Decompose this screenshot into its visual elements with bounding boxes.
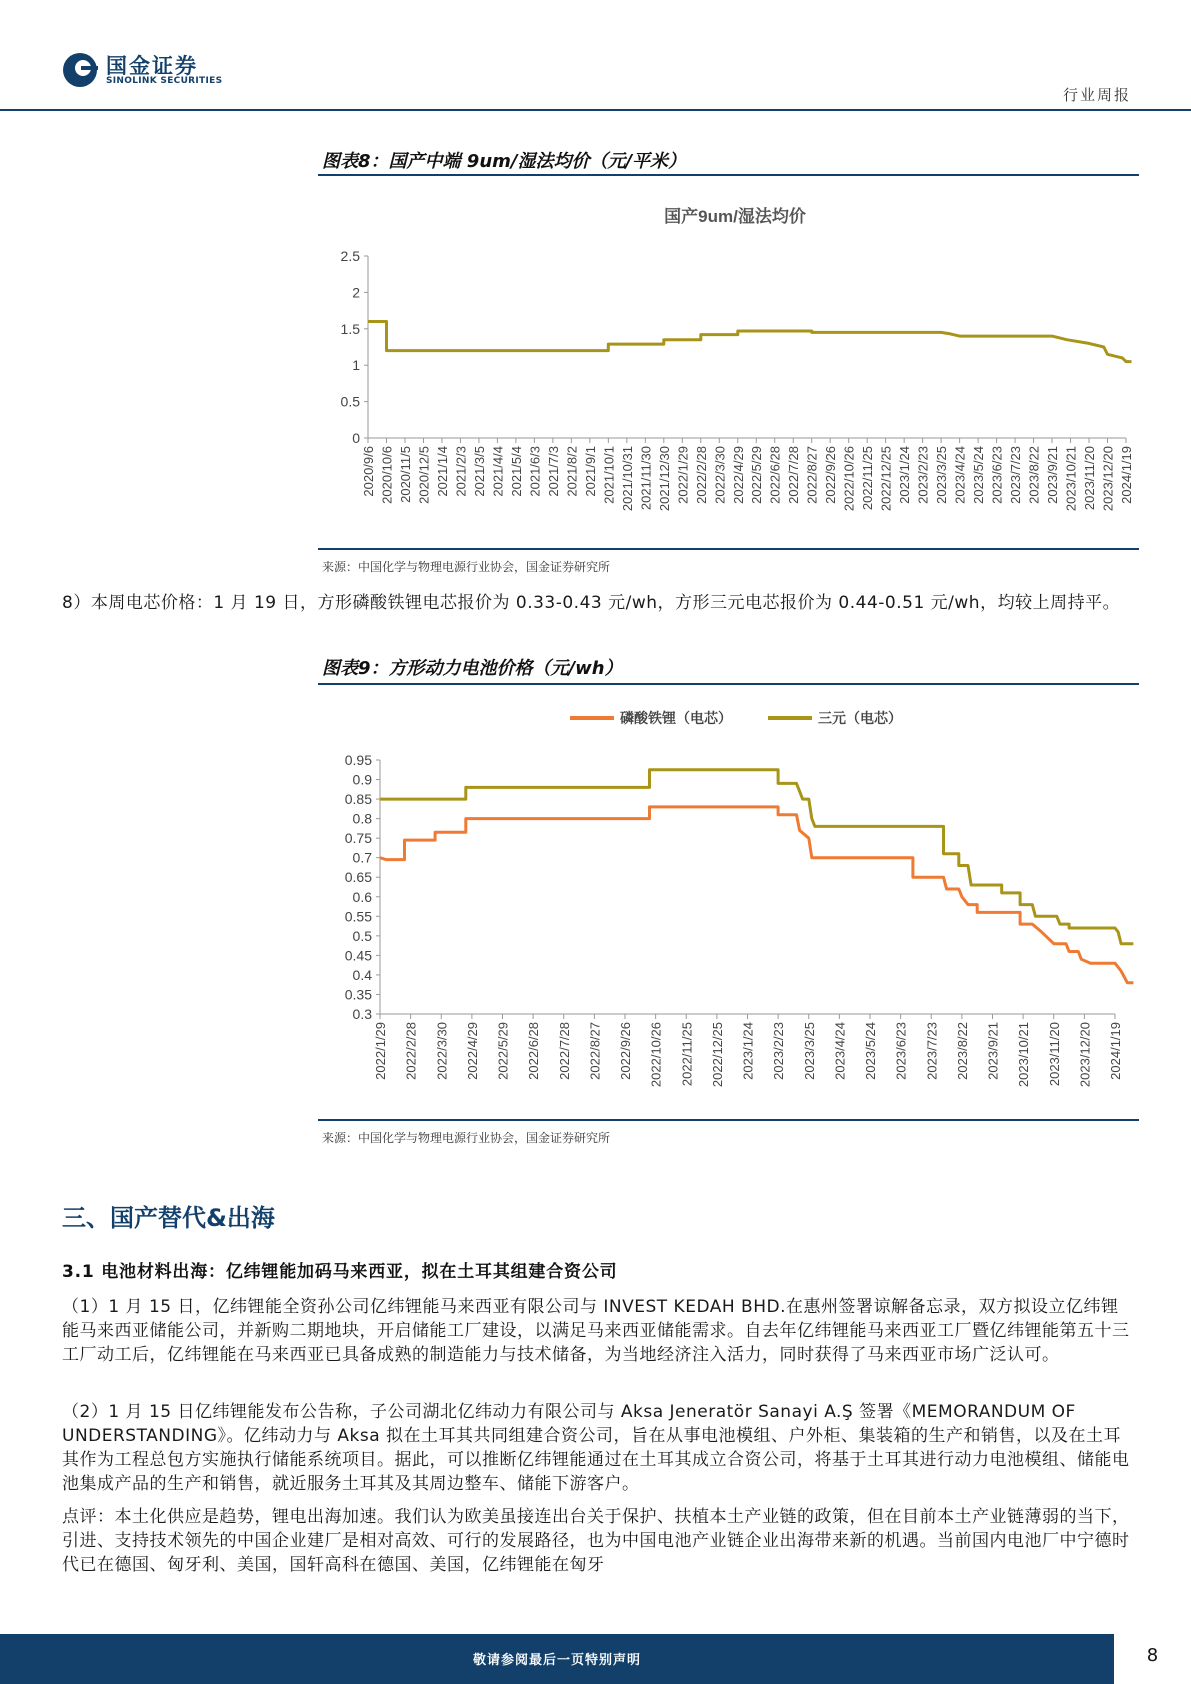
x-tick-label: 2021/11/30 [638,446,654,511]
section-title: 三、国产替代&出海 [62,1204,275,1232]
x-tick-label: 2022/2/28 [693,446,709,504]
x-tick-label: 2022/3/30 [434,1022,450,1080]
x-tick-label: 2022/10/26 [648,1022,664,1088]
legend-label: 三元（电芯） [818,710,902,726]
y-tick-label: 1.5 [340,320,360,337]
paragraph-cell-price: 8）本周电芯价格：1 月 19 日，方形磷酸铁锂电芯报价为 0.33-0.43 元/wh，方形三元电芯报价为 0.44-0.51 元/wh，均较上周持平。 [62,593,1121,613]
footer-notice: 敬请参阅最后一页特别声明 [472,1653,641,1668]
chart-cell-price [318,688,1139,1118]
x-tick-label: 2022/1/29 [373,1022,388,1080]
x-tick-label: 2022/11/25 [679,1022,695,1087]
legend-label: 磷酸铁锂（电芯） [620,710,732,726]
y-tick-label: 2 [352,284,360,301]
y-tick-label: 2.5 [340,248,360,264]
x-tick-label: 2021/2/3 [453,446,469,497]
x-tick-label: 2023/2/23 [771,1022,787,1080]
y-tick-label: 0.4 [352,966,372,983]
y-tick-label: 0.65 [344,869,372,886]
paragraph-1: （1）1 月 15 日，亿纬锂能全资孙公司亿纬锂能马来西亚有限公司与 INVEST KEDAH BHD.在惠州签署谅解备忘录，双方拟设立亿纬锂能马来西亚储能公司，并新购二期地块，开启储能工厂建设，以满足马来西亚储能需求。自去年亿纬锂能马来西亚工厂暨亿纬锂能第五十三工厂动工后，亿纬锂能在马来西亚已具备成熟的制造能力与技术储备，为当地经济注入活力，同时获得了马来西亚市场广泛认可。 [62,1297,1130,1365]
y-tick-label: 0.45 [344,947,372,964]
x-tick-label: 2023/5/24 [971,446,987,504]
report-type: 行业周报 [1062,86,1131,104]
y-tick-label: 0.5 [340,393,360,410]
y-tick-label: 0.8 [352,810,372,827]
figure8-bottom-rule [318,548,1139,550]
section-subtitle: 3.1 电池材料出海：亿纬锂能加码马来西亚，拟在土耳其组建合资公司 [62,1262,618,1282]
x-tick-label: 2022/10/26 [841,446,857,512]
x-tick-label: 2023/1/24 [897,446,913,504]
x-tick-label: 2021/12/30 [656,446,672,512]
x-tick-label: 2023/4/24 [832,1022,848,1080]
x-tick-label: 2023/7/23 [924,1022,940,1080]
x-tick-label: 2021/6/3 [527,446,543,497]
header-divider [0,109,1191,111]
series-line-1 [368,322,1132,362]
x-tick-label: 2022/12/25 [878,446,894,512]
company-logo [62,44,252,94]
x-tick-label: 2021/1/4 [434,446,450,497]
y-tick-label: 0.9 [352,771,372,788]
figure9-top-rule [318,683,1139,685]
x-tick-label: 2022/1/29 [675,446,691,504]
x-tick-label: 2022/4/29 [464,1022,480,1080]
x-tick-label: 2022/8/27 [804,445,820,504]
y-tick-label: 0.35 [344,986,372,1003]
chart-separator-price [318,178,1139,546]
figure9-source: 来源：中国化学与物理电源行业协会，国金证券研究所 [322,1131,611,1145]
x-tick-label: 2023/6/23 [989,446,1005,504]
x-tick-label: 2022/6/28 [767,445,783,504]
paragraph-commentary: 点评：本土化供应是趋势，锂电出海加速。我们认为欧美虽接连出台关于保护、扶植本土产业链的政策，但在目前本土产业链薄弱的当下，引进、支持技术领先的中国企业建厂是相对高效、可行的发展路径，也为中国电池产业链企业出海带来新的机遇。当前国内电池厂中宁德时代已在德国、匈牙利、美国，国轩高科在德国、美国，亿纬锂能在匈牙 [62,1507,1130,1575]
logo-name-en: SINOLINK SECURITIES [106,76,223,86]
x-tick-label: 2024/1/19 [1108,1022,1123,1080]
x-tick-label: 2021/10/1 [601,446,617,504]
y-tick-label: 0.75 [344,830,372,847]
x-tick-label: 2020/11/5 [397,446,413,503]
y-tick-label: 0.5 [352,927,372,944]
x-tick-label: 2023/8/22 [954,1022,970,1080]
x-tick-label: 2022/5/29 [749,446,765,504]
x-tick-label: 2021/9/1 [582,446,598,497]
x-tick-label: 2022/2/28 [403,1022,419,1080]
logo-icon [62,52,98,88]
x-tick-label: 2023/11/20 [1046,1022,1062,1087]
x-tick-label: 2023/7/23 [1008,446,1024,504]
x-tick-label: 2023/9/21 [1045,446,1061,504]
y-tick-label: 0.6 [352,888,372,905]
x-tick-label: 2023/10/21 [1063,446,1079,512]
x-tick-label: 2023/10/21 [1016,1022,1032,1088]
x-tick-label: 2023/5/24 [863,1022,878,1080]
x-tick-label: 2021/7/3 [545,446,561,497]
y-tick-label: 0.95 [344,752,372,768]
x-tick-label: 2023/12/20 [1100,446,1116,512]
x-tick-label: 2024/1/19 [1119,446,1134,504]
figure8-caption: 图表8：国产中端 9um/湿法均价（元/平米） [322,151,687,172]
x-tick-label: 2022/7/28 [556,1022,572,1080]
x-tick-label: 2023/6/23 [893,1022,909,1080]
x-tick-label: 2023/3/25 [801,1022,817,1080]
x-tick-label: 2023/1/24 [740,1022,756,1080]
x-tick-label: 2022/11/25 [860,446,876,511]
chart-title: 国产9um/湿法均价 [664,207,806,226]
figure9-bottom-rule [318,1119,1139,1121]
figure8-source: 来源：中国化学与物理电源行业协会，国金证券研究所 [322,560,611,574]
figure9-caption: 图表9：方形动力电池价格（元/wh） [322,658,623,679]
figure8-top-rule [318,174,1139,176]
y-tick-label: 0.7 [352,849,372,866]
x-tick-label: 2023/12/20 [1077,1022,1093,1088]
x-tick-label: 2020/10/6 [379,446,395,504]
x-tick-label: 2022/7/28 [786,445,802,504]
x-tick-label: 2021/10/31 [619,446,635,512]
page-number: 8 [1146,1645,1159,1666]
x-tick-label: 2022/5/29 [495,1022,511,1080]
y-tick-label: 0 [352,430,360,446]
x-tick-label: 2023/9/21 [985,1022,1001,1080]
x-tick-label: 2021/8/2 [564,446,580,497]
x-tick-label: 2022/9/26 [823,446,839,504]
x-tick-label: 2021/4/4 [490,446,506,497]
y-tick-label: 0.55 [344,908,372,925]
x-tick-label: 2020/9/6 [361,446,376,497]
logo-name-cn: 国金证券 [106,54,198,78]
x-tick-label: 2022/9/26 [618,1022,633,1080]
x-tick-label: 2021/5/4 [508,446,524,497]
x-tick-label: 2022/8/27 [587,1022,603,1080]
x-tick-label: 2023/11/20 [1082,446,1098,511]
x-tick-label: 2022/12/25 [709,1022,725,1088]
x-tick-label: 2023/4/24 [952,446,968,504]
x-tick-label: 2022/4/29 [730,446,746,504]
x-tick-label: 2020/12/5 [416,446,432,504]
x-tick-label: 2023/2/23 [915,446,931,504]
y-tick-label: 0.3 [352,1006,372,1022]
x-tick-label: 2022/6/28 [526,1022,542,1080]
x-tick-label: 2021/3/5 [471,446,487,497]
x-tick-label: 2022/3/30 [712,446,728,504]
x-tick-label: 2023/8/22 [1026,446,1042,504]
paragraph-2: （2）1 月 15 日亿纬锂能发布公告称，子公司湖北亿纬动力有限公司与 Aksa Jeneratör Sanayi A.Ş 签署《MEMORANDUM OF UNDERSTANDING》。亿纬动力与 Aksa 拟在土耳其共同组建合资公司，旨在从事电池模组、户外柜、集装箱的生产和销售，以及在土耳其作为工程总包方实施执行储能系统项目。据此，可以推断亿纬锂能通过在土耳其成立合资公司，将基于土耳其进行动力电池模组、储能电池集成产品的生产和销售，就近服务土耳其及其周边整车、储能下游客户。 [62,1402,1130,1494]
y-tick-label: 1 [352,357,360,374]
x-tick-label: 2023/3/25 [934,446,950,504]
y-tick-label: 0.85 [344,791,372,808]
